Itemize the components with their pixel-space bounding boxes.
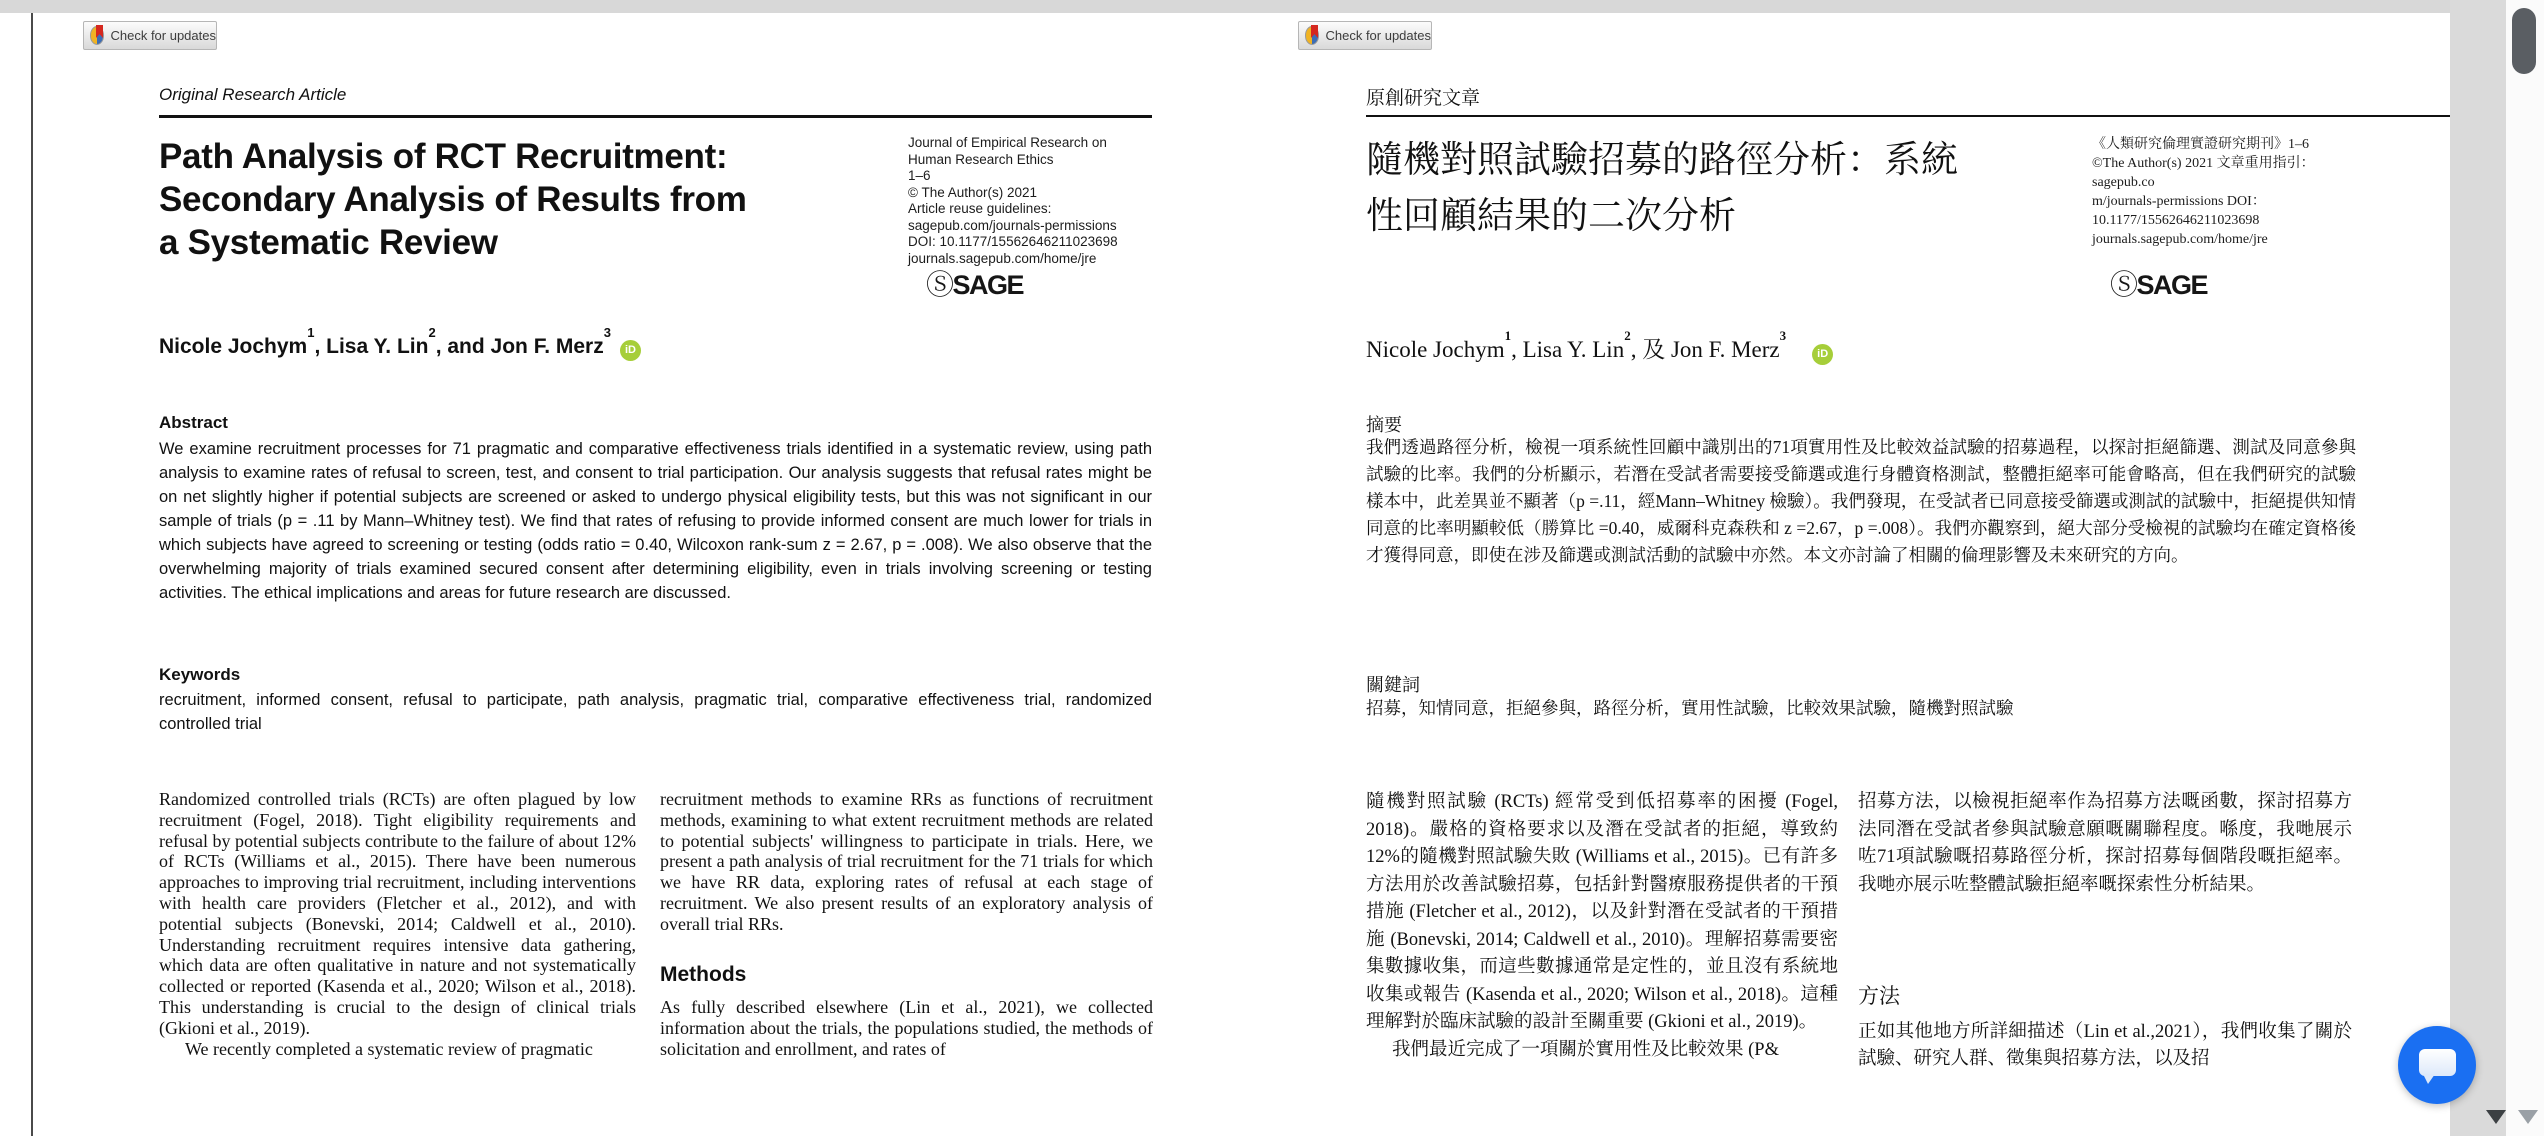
journal-info-line: Human Research Ethics [908, 151, 1054, 167]
author-name: , and Jon F. Merz [435, 335, 604, 358]
author-affiliation-sup: 3 [603, 325, 611, 340]
journal-info-line: m/journals-permissions DOI： [2092, 194, 2266, 209]
article-type-label: 原創研究文章 [1366, 88, 1481, 109]
paragraph: Randomized controlled trials (RCTs) are often plagued by low recruitment (Fogel, 2018). Tight eligibility requirements and refusal by potential subjects contribute to the failure of about 12% of RCTs (Williams et al., 2015). There have been numerous approaches to improving trial recruitment, including interventions with health care providers (Fletcher et al., 2012), and with potential subjects (Bonevski, 2014; Caldwell et al., 2010). Understanding recruitment requires intensive data gathering, which data are often qualitative in nature and not systematically collected or reported (Kasenda et al., 2020; Wilson et al., 2018). This understanding is crucial to the design of clinical trials (Gkioni et al., 2019). [159, 789, 636, 1038]
body-column-2 [1858, 789, 2352, 1136]
paragraph: recruitment methods to examine RRs as functions of recruitment methods, examining to what extent recruitment methods are related to potential subjects' willingness to participate in trials. Here, we present a path analysis of trial recruitment for the 71 trials for which we have RR data, exploring rates of refusal at each stage of recruitment. We also present results of an exploratory analysis of overall trial RRs. [660, 789, 1153, 934]
paragraph: We recently completed a systematic review of pragmatic [185, 1038, 593, 1059]
abstract-heading: Abstract [159, 413, 228, 432]
journal-info-line: 10.1177/15562646211023698 [2092, 213, 2260, 228]
journal-info-line: Journal of Empirical Research on [908, 135, 1107, 150]
page-chinese [1250, 13, 2450, 1136]
journal-info-line: Article reuse guidelines: [908, 201, 1052, 216]
sage-logo-s-icon: Ⓢ [2110, 269, 2137, 300]
sage-logo [2110, 263, 2207, 303]
sage-logo-s-icon: Ⓢ [926, 269, 953, 300]
abstract-text: 我們透過路徑分析，檢視一項系統性回顧中識別出的71項實用性及比較效益試驗的招募過程，以探討拒絕篩選、測試及同意參與試驗的比率。我們的分析顯示，若潛在受試者需要接受篩選或進行身體資格測試，整體拒絕率可能會略高，但在我們研究的試驗樣本中，此差異並不顯著（p =.11，經Mann–Whitney 檢驗）。我們發現，在受試者已同意接受篩選或測試的試驗中，拒絕提供知情同意的比率明顯較低（勝算比 =0.40，威爾科克森秩和 z =2.67，p =.008）。我們亦觀察到，絕大部分受檢視的試驗均在確定資格後才獲得同意，即使在涉及篩選或測試活動的試驗中亦然。本文亦討論了相關的倫理影響及未來研究的方向。 [1366, 437, 2356, 565]
author-affiliation-sup: 1 [1504, 328, 1512, 344]
crossmark-icon [90, 26, 104, 45]
sage-logo-text: SAGE [952, 270, 1024, 300]
journal-info-line: sagepub.com/journals-permissions [908, 217, 1117, 233]
chat-button[interactable] [2398, 1026, 2476, 1104]
bookmark-icon [96, 25, 103, 38]
keywords-text: recruitment, informed consent, refusal to participate, path analysis, pragmatic trial, comparative effectiveness trial, randomized controlled trial [159, 691, 1152, 733]
viewer-top-strip [0, 0, 2544, 13]
journal-info-block [2092, 135, 2367, 249]
author-name: , Lisa Y. Lin [1511, 337, 1625, 362]
paper-title [159, 135, 959, 264]
title-line: a Systematic Review [159, 223, 498, 262]
scrollbar-thumb[interactable] [2512, 8, 2536, 74]
article-type-label: Original Research Article [159, 85, 347, 104]
header-rule [1366, 115, 2450, 117]
paragraph: 隨機對照試驗 (RCTs) 經常受到低招募率的困擾 (Fogel, 2018)。嚴格的資格要求以及潛在受試者的拒絕，導致約12%的隨機對照試驗失敗 (Williams et al., 2015)。已有許多方法用於改善試驗招募，包括針對醫療服務提供者的干預措施 (Fletcher et al., 2012)，以及針對潛在受試者的干預措施 (Bonevski, 2014; Caldwell et al., 2010)。理解招募需要密集數據收集，而這些數據通常是定性的，並且沒有系統地收集或報告 (Kasenda et al., 2020; Wilson et al., 2018)。這種理解對於臨床試驗的設計至關重要 (Gkioni et al., 2019)。 [1366, 792, 1838, 1032]
journal-info-line: 1–6 [908, 168, 931, 183]
header-rule [159, 115, 1152, 118]
title-line: Secondary Analysis of Results from [159, 180, 747, 219]
methods-heading: 方法 [1858, 984, 1900, 1008]
scroll-down-arrow-gray[interactable] [2518, 1110, 2538, 1124]
crossmark-icon [1305, 26, 1319, 45]
journal-info-block [908, 135, 1168, 267]
paragraph: 我們最近完成了一項關於實用性及比較效果 (P& [1392, 1039, 1779, 1060]
journal-info-line: DOI: 10.1177/15562646211023698 [908, 234, 1118, 249]
check-updates-label: Check for updates [1325, 28, 1431, 43]
page-english [33, 13, 1250, 1136]
orcid-icon[interactable]: iD [1812, 344, 1833, 365]
journal-info-line: sagepub.co [2092, 175, 2155, 190]
title-line: 隨機對照試驗招募的路徑分析：系統 [1366, 140, 1958, 181]
journal-info-line: © The Author(s) 2021 [908, 184, 1038, 200]
keywords-text: 招募，知情同意，拒絕參與，路徑分析，實用性試驗，比較效果試驗，隨機對照試驗 [1366, 698, 2014, 718]
methods-paragraph: 正如其他地方所詳細描述（Lin et al.,2021），我們收集了關於試驗、研究人群、徵集與招募方法，以及招 [1858, 1021, 2352, 1069]
scroll-down-arrow-dark[interactable] [2486, 1110, 2506, 1124]
chat-icon [2419, 1049, 2456, 1076]
paragraph: 招募方法，以檢視拒絕率作為招募方法嘅函數，探討招募方法同潛在受試者參與試驗意願嘅關聯程度。喺度，我哋展示咗71項試驗嘅招募路徑分析，探討招募每個階段嘅拒絕率。我哋亦展示咗整體試驗拒絕率嘅探索性分析結果。 [1858, 792, 2352, 895]
check-updates-button[interactable] [83, 21, 217, 50]
abstract-text: We examine recruitment processes for 71 pragmatic and comparative effectiveness trials identified in a systematic review, using path analysis to examine rates of refusal to screen, test, and consent to trial participation. Our analysis suggests that refusal rates might be on net slightly higher if potential subjects are screened or asked to undergo physical eligibility tests, but this was not significant in our sample of trials (p = .11 by Mann–Whitney test). We find that rates of refusing to provide informed consent are much lower for trials in which subjects have agreed to screening or testing (odds ratio = 0.40, Wilcoxon rank-sum z = 2.67, p = .008). We also observe that the overwhelming majority of trials examined secured consent after determining eligibility, even in trials involving screening or testing activities. The ethical implications and areas for future research are discussed. [159, 440, 1152, 602]
body-column-1 [159, 789, 636, 1136]
body-column-1 [1366, 789, 1838, 1136]
author-name: Nicole Jochym [1366, 337, 1505, 362]
author-affiliation-sup: 1 [307, 325, 315, 340]
author-affiliation-sup: 3 [1779, 328, 1787, 344]
title-line: 性回顧結果的二次分析 [1366, 196, 1736, 237]
sage-logo-text: SAGE [2136, 270, 2208, 300]
authors-line [159, 325, 641, 361]
bookmark-icon [1311, 25, 1318, 38]
author-affiliation-sup: 2 [428, 325, 436, 340]
title-line: Path Analysis of RCT Recruitment: [159, 137, 728, 176]
orcid-icon[interactable]: iD [620, 340, 641, 361]
check-updates-label: Check for updates [110, 28, 216, 43]
journal-info-line: journals.sagepub.com/home/jre [908, 250, 1097, 266]
author-affiliation-sup: 2 [1624, 328, 1631, 344]
abstract-heading: 摘要 [1366, 415, 1402, 435]
author-name: , 及 Jon F. Merz [1630, 337, 1780, 362]
journal-info-line: journals.sagepub.com/home/jre [2092, 232, 2268, 247]
body-column-2 [660, 789, 1153, 1136]
journal-info-line: ©The Author(s) 2021 文章重用指引： [2092, 156, 2315, 171]
methods-heading: Methods [660, 962, 747, 986]
journal-info-line: 《人類研究倫理實證研究期刊》1–6 [2092, 137, 2309, 152]
keywords-heading: 關鍵詞 [1366, 675, 1420, 695]
check-updates-button[interactable] [1298, 21, 1432, 50]
author-name: Nicole Jochym [159, 335, 308, 358]
sage-logo [926, 263, 1023, 303]
scrollbar-track[interactable] [2506, 0, 2544, 1136]
keywords-heading: Keywords [159, 665, 241, 684]
methods-paragraph: As fully described elsewhere (Lin et al., 2021), we collected information about the trials, the populations studied, the methods of solicitation and enrollment, and rates of [660, 997, 1153, 1059]
author-name: , Lisa Y. Lin [314, 335, 429, 358]
authors-line [1366, 328, 1833, 365]
